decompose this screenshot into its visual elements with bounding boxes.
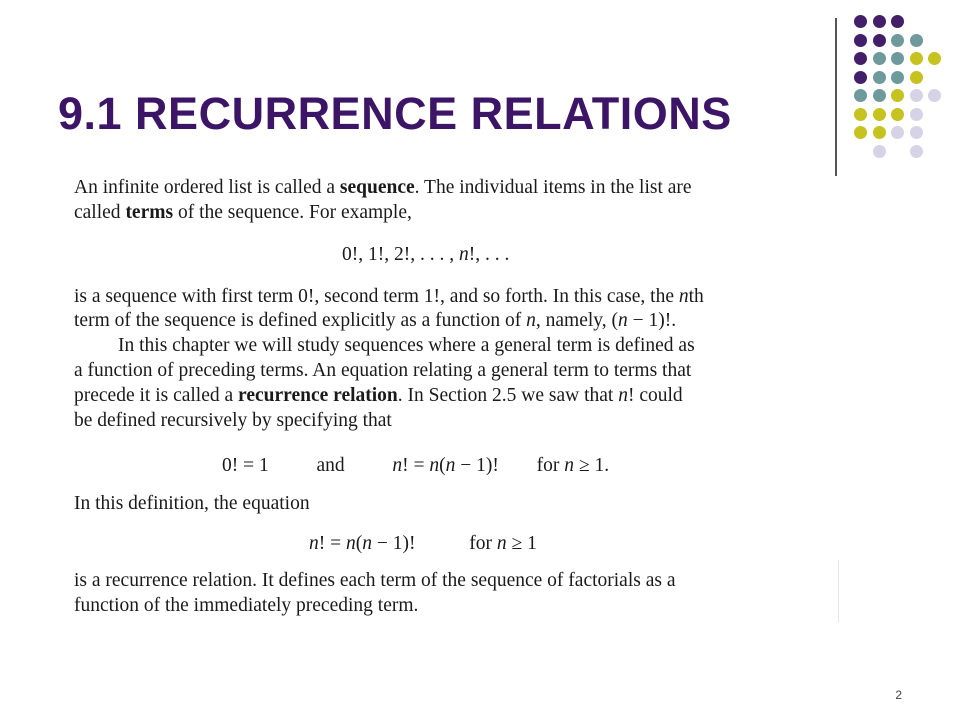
equation-recurrence xyxy=(309,532,537,556)
decor-dot xyxy=(910,71,923,84)
decor-dot xyxy=(910,52,923,65)
text-run: term of the sequence is defined explicitly as a function of xyxy=(74,310,527,331)
math-var: n xyxy=(618,385,628,406)
text-run: of the sequence. For example, xyxy=(173,202,412,223)
eq-var: n xyxy=(496,533,507,554)
eq-part: and xyxy=(316,455,345,476)
eq-var: n xyxy=(429,455,440,476)
text-run: ! could xyxy=(627,385,683,406)
eq-var: n xyxy=(362,533,372,554)
body-line xyxy=(74,384,683,408)
eq-part: ( xyxy=(439,455,446,476)
math-var: n xyxy=(526,310,536,331)
eq-part: ! = xyxy=(402,455,430,476)
text-run: a function of preceding terms. An equation relating a general term to terms that xyxy=(74,360,692,381)
term-sequence: sequence xyxy=(339,177,415,198)
decor-dot xyxy=(854,71,867,84)
eq-var: n xyxy=(445,455,456,476)
term-recurrence-relation: recurrence relation xyxy=(238,385,398,406)
text-run: In this definition, the equation xyxy=(74,493,310,514)
decor-dot xyxy=(873,145,886,158)
text-run: precede it is called a xyxy=(74,385,239,406)
body-line xyxy=(74,359,691,383)
slide-title: 9.1 RECURRENCE RELATIONS xyxy=(58,88,732,139)
decor-dot xyxy=(854,108,867,121)
text-run: function of the immediately preceding term. xyxy=(74,595,419,616)
text-run: , namely, ( xyxy=(535,310,619,331)
decorative-dot-grid xyxy=(854,15,944,155)
decor-dot xyxy=(891,34,904,47)
math-var: n xyxy=(678,286,689,307)
body-line xyxy=(74,334,695,358)
decor-dot xyxy=(873,126,886,139)
term-terms: terms xyxy=(125,202,174,223)
eq-part: 0!, 1!, 2!, . . . , xyxy=(342,244,459,265)
decor-dot xyxy=(873,34,886,47)
decor-dot xyxy=(891,89,904,102)
decor-dot xyxy=(873,89,886,102)
decor-dot xyxy=(910,34,923,47)
decor-dot xyxy=(891,126,904,139)
text-run: . The individual items in the list are xyxy=(414,177,692,198)
body-line xyxy=(74,492,310,516)
text-run: − 1)!. xyxy=(627,310,677,331)
eq-part: for xyxy=(536,455,565,476)
body-line xyxy=(74,201,412,225)
text-run: called xyxy=(74,202,126,223)
equation-factorial-sequence xyxy=(342,243,509,267)
text-run: In this chapter we will study sequences where a general term is defined as xyxy=(118,335,695,356)
decor-dot xyxy=(854,89,867,102)
eq-part: ! = xyxy=(318,533,346,554)
body-line xyxy=(74,569,675,593)
decor-dot xyxy=(873,15,886,28)
text-run: be defined recursively by specifying that xyxy=(74,410,392,431)
decor-dot xyxy=(891,52,904,65)
decor-dot xyxy=(891,71,904,84)
text-run: th xyxy=(688,286,704,307)
eq-part: − 1)! xyxy=(455,455,499,476)
decor-dot xyxy=(891,15,904,28)
eq-var: n xyxy=(392,455,403,476)
eq-part: ≥ 1 xyxy=(506,533,537,554)
decor-dot xyxy=(854,15,867,28)
text-run: is a recurrence relation. It defines each term of the sequence of factorials as a xyxy=(74,570,676,591)
decor-dot xyxy=(928,52,941,65)
decor-dot xyxy=(928,89,941,102)
text-run: is a sequence with first term 0!, second term 1!, and so forth. In this case, the xyxy=(74,286,679,307)
decor-dot xyxy=(891,108,904,121)
eq-part: 0! = 1 xyxy=(222,455,269,476)
body-line xyxy=(74,176,692,200)
decor-dot xyxy=(873,52,886,65)
eq-var: n xyxy=(346,533,356,554)
text-run: . In Section 2.5 we saw that xyxy=(397,385,619,406)
page-number: 2 xyxy=(895,688,902,702)
decor-dot xyxy=(910,145,923,158)
decor-dot xyxy=(910,89,923,102)
decor-dot xyxy=(910,126,923,139)
eq-part: ≥ 1. xyxy=(574,455,610,476)
decor-dot xyxy=(854,126,867,139)
equation-factorial-definition xyxy=(222,454,609,478)
eq-part: ( xyxy=(355,533,363,554)
decor-dot xyxy=(910,108,923,121)
eq-part: !, . . . xyxy=(468,244,510,265)
eq-var: n xyxy=(309,533,319,554)
eq-part: − 1)! xyxy=(372,533,416,554)
text-run: An infinite ordered list is called a xyxy=(74,177,340,198)
scan-edge-line xyxy=(838,560,849,622)
eq-part: for xyxy=(469,533,497,554)
body-line xyxy=(74,594,418,618)
math-var: n xyxy=(618,310,628,331)
decor-dot xyxy=(873,108,886,121)
decor-dot xyxy=(854,34,867,47)
eq-var: n xyxy=(564,455,575,476)
title-divider xyxy=(835,18,837,176)
body-line xyxy=(74,309,676,333)
decor-dot xyxy=(854,52,867,65)
body-line xyxy=(74,409,392,433)
body-line xyxy=(74,285,704,309)
decor-dot xyxy=(873,71,886,84)
eq-var: n xyxy=(458,244,469,265)
